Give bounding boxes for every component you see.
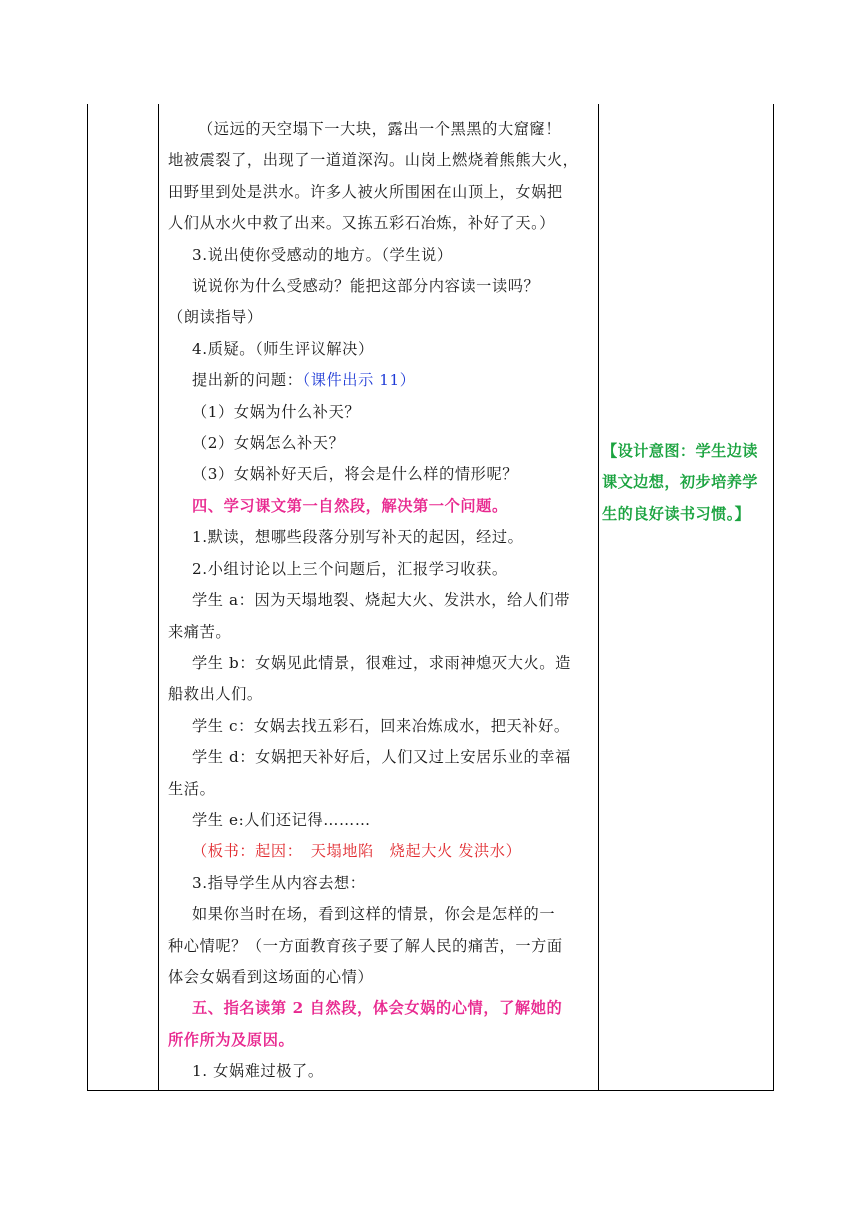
content-line: 船救出人们。	[168, 685, 263, 704]
courseware-ref: （课件出示 11）	[302, 371, 416, 390]
content-line: 学生 a：因为天塌地裂、烧起大火、发洪水，给人们带	[192, 591, 571, 610]
content-line: 2.小组讨论以上三个问题后，汇报学习收获。	[192, 559, 508, 578]
table-border-col2	[158, 104, 159, 1091]
design-intent-line: 生的良好读书习惯。】	[602, 504, 751, 523]
design-intent-line: 【设计意图：学生边读	[602, 442, 758, 460]
content-line	[168, 365, 596, 396]
table-border-right	[773, 104, 774, 1091]
content-line: 说说你为什么受感动？能把这部分内容读一读吗？	[192, 277, 540, 296]
content-line: 3.指导学生从内容去想：	[192, 873, 366, 892]
content-line: （朗读指导）	[168, 308, 263, 327]
content-line: 学生 c：女娲去找五彩石，回来冶炼成水，把天补好。	[192, 716, 570, 735]
content-line: 学生 d：女娲把天补好后，人们又过上安居乐业的幸福	[192, 748, 571, 767]
content-line: （板书：起因： 天塌地陷 烧起大火 发洪水）	[192, 842, 522, 861]
content-line: 3.说出使你受感动的地方。（学生说）	[192, 245, 453, 264]
table-border-col3	[598, 104, 599, 1091]
content-line: 如果你当时在场，看到这样的情景，你会是怎样的一	[192, 905, 556, 924]
lesson-content-column	[168, 114, 596, 1088]
line-text: 提出新的问题：	[192, 371, 303, 390]
content-line: 学生 e:人们还记得………	[192, 810, 371, 829]
content-line: （1）女娲为什么补天？	[192, 402, 361, 421]
table-border-bottom	[87, 1090, 774, 1091]
content-line: （2）女娲怎么补天？	[192, 434, 345, 453]
design-intent-column	[602, 436, 772, 530]
content-line: 五、指名读第 2 自然段，体会女娲的心情，了解她的	[192, 999, 563, 1018]
content-line: 1.默读，想哪些段落分别写补天的起因，经过。	[192, 528, 524, 547]
content-line: 所作所为及原因。	[168, 1030, 295, 1049]
content-line: 1. 女娲难过极了。	[192, 1062, 324, 1081]
design-intent-line: 课文边想，初步培养学	[602, 473, 758, 492]
content-line: 四、学习课文第一自然段，解决第一个问题。	[192, 496, 508, 515]
content-line: 人们从水火中救了出来。又拣五彩石冶炼，补好了天。）	[168, 214, 556, 233]
content-line: （远远的天空塌下一大块，露出一个黑黑的大窟窿！	[198, 120, 562, 138]
content-line: 生活。	[168, 779, 216, 798]
content-line: 种心情呢？（一方面教育孩子要了解人民的痛苦，一方面	[168, 936, 563, 955]
table-border-left	[87, 104, 88, 1091]
content-line: 地被震裂了，出现了一道道深沟。山岗上燃烧着熊熊大火，	[168, 151, 579, 170]
content-line: （3）女娲补好天后，将会是什么样的情形呢？	[192, 465, 519, 484]
content-line: 学生 b：女娲见此情景，很难过，求雨神熄灭大火。造	[192, 653, 571, 672]
content-line: 体会女娲看到这场面的心情）	[168, 967, 374, 986]
content-line: 来痛苦。	[168, 622, 232, 641]
content-line: 4.质疑。（师生评议解决）	[192, 339, 374, 358]
content-line: 田野里到处是洪水。许多人被火所围困在山顶上，女娲把	[168, 182, 563, 201]
